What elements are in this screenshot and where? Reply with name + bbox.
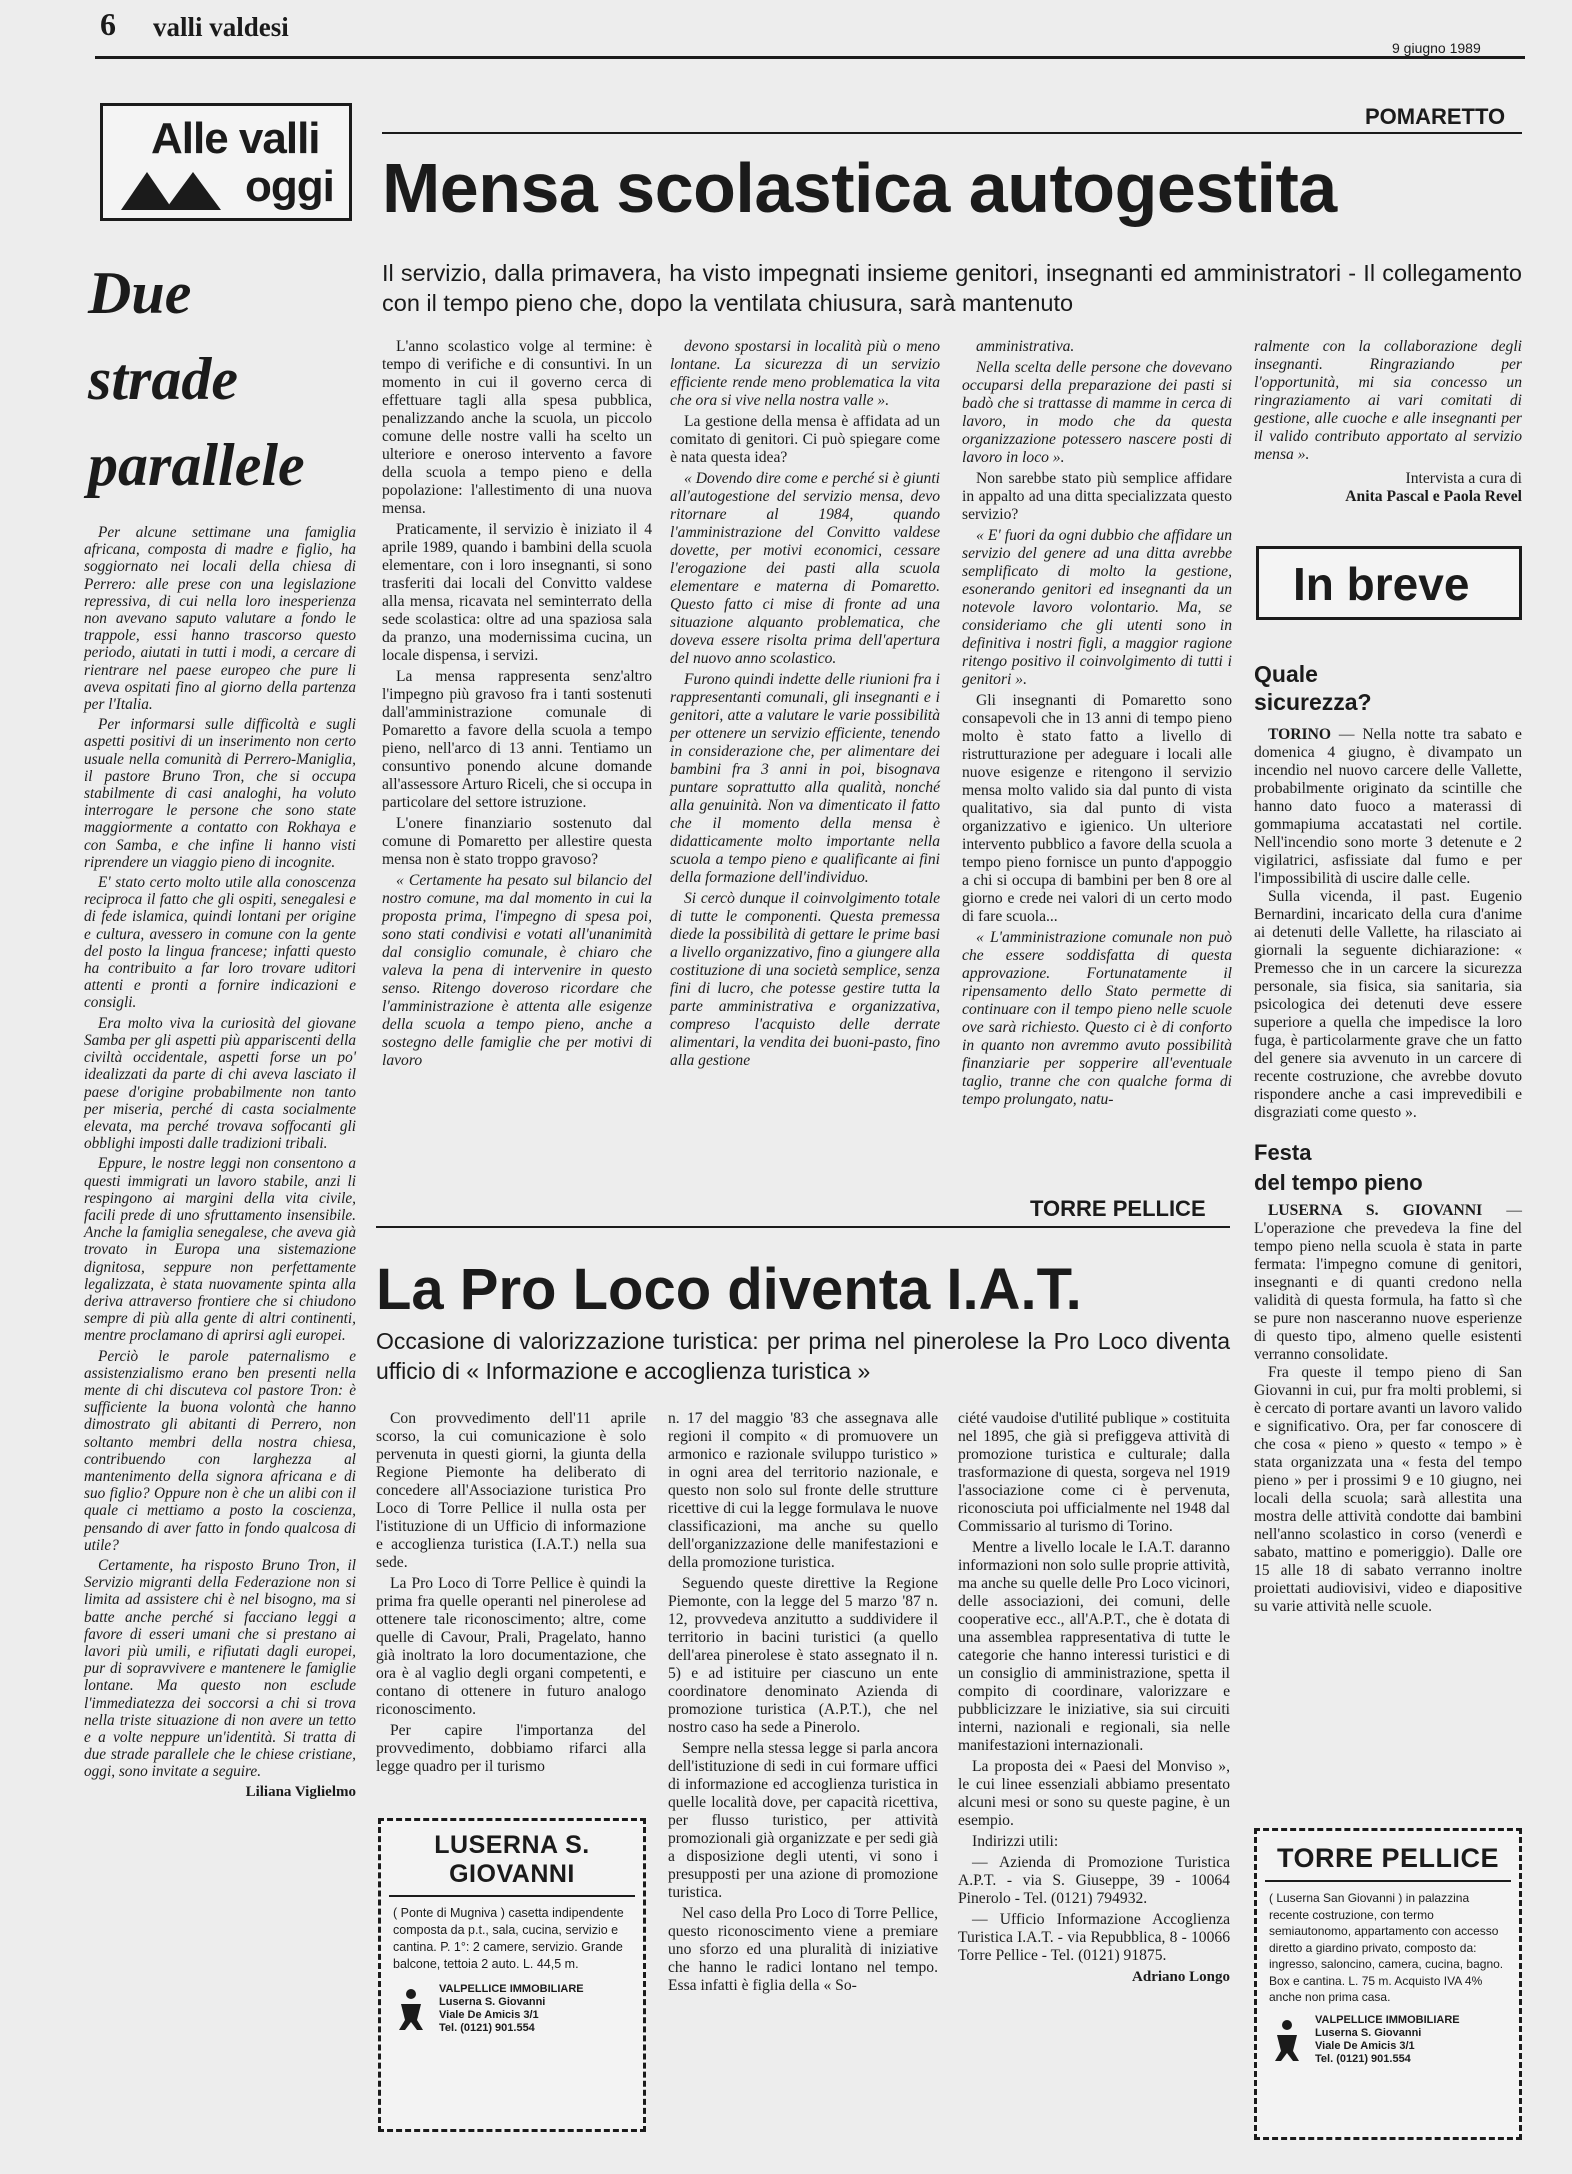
ad-torre-text: ( Luserna San Giovanni ) in palazzina recente costruzione, con termo semiautonomo, appartamento con accesso diretto a giardino privato, composto da: ingresso, saloncino, camera, cucina, bagno. Box e cantina. L. 75 m. Acquisto IVA 4% anche non prima casa. bbox=[1269, 1891, 1504, 2004]
paragraph: La proposta dei « Paesi del Monviso », le cui linee essenziali abbiamo presentato alcuni mesi or sono su queste pagine, è un esempio. bbox=[958, 1758, 1230, 1829]
in-breve-item1-title: Quale sicurezza? bbox=[1254, 661, 1372, 715]
paragraph: « Dovendo dire come e perché si è giunti all'autogestione del servizio mensa, devo ritornare al 1984, quando l'amministrazione del Convitto valdese dovette, per motivi economici, cessare l'erogazione dei pasti alla scuola elementare e materna di Pomaretto. Questo fatto ci mise di fronte ad una situazione alquanto problematica, che doveva essere risolta prima dell'apertura del nuovo anno scolastico. bbox=[670, 470, 940, 667]
paragraph: Perciò le parole paternalismo e assistenzialismo erano ben presenti nella mente di chi discuteva col pastore Tron: è sufficiente la buona volontà che hanno dimostrato gli abitanti di Perrero, non soltanto membri della nostra chiesa, contribuendo con larghezza al mantenimento della signora africana e di suo figlio? Oppure non è che un alibi con il quale ci mettiamo a posto la coscienza, pensando di aver fatto in fondo qualcosa di utile? bbox=[84, 1347, 356, 1554]
mensa-col2 bbox=[670, 338, 940, 1073]
paragraph: Per alcune settimane una famiglia africana, composta di madre e figlio, ha soggiornato nei locali della chiesa di Perrero: alle prese con una legislazione repressiva, di cui nella loro inesperienza non avevano saputo valutare a fondo le trappole, essi hanno trascorso questo periodo, aiutati in tutti i modi, a cercare di rientrare nel paese europeo che pure li aveva ospitati fino al giorno della partenza per l'Italia. bbox=[84, 524, 356, 714]
issue-date: 9 giugno 1989 bbox=[1392, 40, 1481, 56]
proloco-section-rule bbox=[376, 1226, 1230, 1228]
paragraph: Fra queste il tempo pieno di San Giovanni in cui, pur fra molti problemi, si è cercato di portare avanti un lavoro valido e significativo. Ora, per far conoscere di che cosa « pieno » questo « tempo » è stata organizzata una « festa del tempo pieno » per i prossimi 9 e 10 giugno, nei locali della scuola; sarà allestita una mostra delle attività condotte dai bambini nell'anno scolastico in corso (venerdì e sabato, mattino e pomeriggio). Dalle ore 15 alle 18 di sabato verranno inoltre proiettati audiovisivi, video e diapositive su varie attività nelle scuole. bbox=[1254, 1364, 1523, 1615]
left-article-title-line2: strade bbox=[88, 346, 238, 412]
publication-name: valli valdesi bbox=[153, 12, 289, 42]
mountains-icon bbox=[121, 170, 225, 210]
proloco-headline: La Pro Loco diventa I.A.T. bbox=[376, 1257, 1082, 1322]
paragraph: ciété vaudoise d'utilité publique » costituita nel 1895, che già si prefiggeva attività di promozione turistica e culturale; dalla trasformazione di questa, sorgeva nel 1919 l'associazione come ci è pervenuta, riconosciuta poi ufficialmente nel 1948 dal Commissario al turismo di Torino. bbox=[958, 1410, 1230, 1535]
mensa-section-label: POMARETTO bbox=[1365, 104, 1506, 129]
paragraph: La Pro Loco di Torre Pellice è quindi la prima fra quelle operanti nel pinerolese ad ottenere tale riconoscimento; altre, come quelle di Cavour, Prali, Pragelato, hanno già inoltrato la loro documentazione, che ora è al vaglio degli organi competenti, e contano di ottenere in futuro analogo riconoscimento. bbox=[376, 1575, 646, 1718]
paragraph: amministrativa. bbox=[976, 338, 1075, 355]
in-breve-item2-text: — L'operazione che prevedeva la fine del tempo pieno nella scuola è stata in parte fermata: l'impegno comune di genitori, insegnanti e di quanti credono nella validità di questa formula, ha fatto sì che se pure non nasceranno nuove esperienze di questo tipo, almeno quelle esistenti verranno consolidate. bbox=[1254, 1202, 1522, 1363]
agency-logo-icon bbox=[1269, 2017, 1305, 2063]
paragraph: Gli insegnanti di Pomaretto sono consapevoli che in 13 anni di tempo pieno molto è stato fatto a livello di ristrutturazione per adeguare i locali alle nuove esigenze e ritengono il servizio mensa molto valido sia dal punto di vista qualitativo, sia dal punto di vista organizzativo e igienico. Un ulteriore intervento pubblico a favore della scuola a tempo pieno fornisce un punto d'appoggio a chi si occupa di bambini per ben 8 ore al giorno e crede nei valori di un certo modo di fare scuola... bbox=[962, 692, 1232, 925]
paragraph: Nel caso della Pro Loco di Torre Pellice, questo riconoscimento viene a premiare uno sforzo ed una pluralità di iniziative che hanno le radici lontano nel tempo. Essa infatti è figlia della « So- bbox=[668, 1905, 938, 1994]
in-breve-item1-body bbox=[1254, 726, 1522, 1122]
in-breve-box bbox=[1256, 546, 1522, 620]
ad-torre-agency-name: VALPELLICE IMMOBILIARE bbox=[1315, 2013, 1460, 2026]
paragraph: La gestione della mensa è affidata ad un comitato di genitori. Ci può spiegare come è nata questa idea? bbox=[670, 413, 940, 466]
mensa-section-rule bbox=[382, 132, 1522, 134]
paragraph: Sulla vicenda, il past. Eugenio Bernardini, incaricato della cura d'anime ai detenuti delle Vallette, ha rilasciato ai giornali la seguente dichiarazione: « Premesso che in un carcere la sicurezza personale, sia fisica, sia sanitaria, sia psicologica dei detenuti deve essere superiore a quella che impedisce la loro fuga, è particolarmente grave che un fatto del genere sia avvenuto in un carcere di recente costruzione, che avrebbe dovuto rispondere anche a casi imprevedibili e disgraziati come questo ». bbox=[1254, 888, 1522, 1121]
ad-luserna-agency-line4: Tel. (0121) 901.554 bbox=[439, 2022, 535, 2034]
paragraph: Indirizzi utili: bbox=[972, 1833, 1059, 1850]
column-logo-line2: oggi bbox=[245, 162, 334, 211]
ad-luserna-agency-lines bbox=[439, 1983, 584, 2035]
ad-torre-agency-line3: Viale De Amicis 3/1 bbox=[1315, 2039, 1415, 2052]
paragraph: Con provvedimento dell'11 aprile scorso, la cui comunicazione è solo pervenuta in questi giorni, la giunta della Regione Piemonte ha deliberato di concedere all'Associazione turistica Pro Loco di Torre Pellice il nulla osta per l'istituzione di un Ufficio di informazione e accoglienza turistica (I.A.T.) nella sua sede. bbox=[376, 1410, 646, 1571]
paragraph: Non sarebbe stato più semplice affidare in appalto ad una ditta specializzata questo servizio? bbox=[962, 470, 1232, 523]
mensa-col4 bbox=[1254, 338, 1522, 506]
ad-luserna-agency bbox=[381, 1973, 643, 2035]
paragraph: « Certamente ha pesato sul bilancio del nostro comune, ma dal momento in cui la proposta prima, l'impegno di spesa poi, sono stati condivisi e votati all'unanimità dal consiglio comunale, è chiaro che valeva la pena di intervenire in questo senso. Ritengo doveroso ricordare che l'amministrazione è attenta alle esigenze della scuola a tempo pieno, anche a sostegno delle famiglie che per motivi di lavoro bbox=[382, 872, 652, 1069]
proloco-col3 bbox=[958, 1410, 1230, 1986]
paragraph: « L'amministrazione comunale non può che essere soddisfatta di questa approvazione. Fortunatamente il ripensamento dello Stato permette di continuare con il tempo pieno nelle scuole ove sarà richiesto. Questo ci è di conforto in quanto non avremmo avuto possibilità finanziarie per sopperire all'eventuale taglio, tranne che con qualche forma di tempo prolungato, natu- bbox=[962, 929, 1232, 1108]
paragraph: Seguendo queste direttive la Regione Piemonte, con la legge del 5 marzo '87 n. 12, provvedeva anzitutto a suddividere il territorio in bacini turistici (a quello dell'area pinerolese è stato assegnato il n. 5) e ad istituire per ciascuno un ente coordinatore denominato Azienda di promozione turistica (A.P.T.), che nel nostro caso ha sede a Pinerolo. bbox=[668, 1575, 938, 1736]
proloco-subheadline: Occasione di valorizzazione turistica: per prima nel pinerolese la Pro Loco diventa ufficio di « Informazione e accoglienza turistica » bbox=[376, 1328, 1230, 1384]
left-article bbox=[84, 250, 356, 1801]
mensa-signature-prefix: Intervista a cura di bbox=[1405, 470, 1522, 487]
paragraph: Nella scelta delle persone che dovevano occuparsi della preparazione dei pasti si badò che si trattasse di mamme in cerca di lavoro, in modo che da questa organizzazione potessero nascere posti di lavoro in loco ». bbox=[962, 359, 1232, 466]
paragraph: Per informarsi sulle difficoltà e sugli aspetti positivi di un inserimento non certo usuale nella comunità di Perrero-Maniglia, il pastore Bruno Tron, che si occupa stabilmente di casi analoghi, ha voluto interrogare le persone che sono state maggiormente a contatto con Rokhaya e con Samba, e che infine li hanno visti riprendere un viaggio pieno di incognite. bbox=[84, 716, 356, 871]
left-article-signature: Liliana Viglielmo bbox=[245, 1783, 356, 1800]
in-breve-item2-title-line2: del tempo pieno bbox=[1254, 1170, 1423, 1195]
paragraph: ralmente con la collaborazione degli insegnanti. Ringraziando per l'opportunità, mi sia concesso un ringraziamento ai vari comitati di gestione, alle cuoche e alle insegnanti per il valido contributo apportato al servizio mensa ». bbox=[1254, 338, 1522, 463]
in-breve-content bbox=[1254, 660, 1522, 1619]
paragraph: Si cercò dunque il coinvolgimento totale di tutte le componenti. Questa premessa diede la possibilità di gettare le prime basi a livello organizzativo, fino a giungere alla costituzione di una società semplice, senza fini di lucro, che potesse gestire tutta la parte amministrativa e organizzativa, compreso l'acquisto delle derrate alimentari, la vendita dei buoni-pasto, fino alla gestione bbox=[670, 890, 940, 1069]
left-article-title-line3: parallele bbox=[88, 432, 305, 498]
paragraph: — Azienda di Promozione Turistica A.P.T. - via S. Giuseppe, 39 - 10064 Pinerolo - Tel. (0121) 794932. bbox=[958, 1854, 1230, 1907]
ad-luserna-agency-line2: Luserna S. Giovanni bbox=[439, 1996, 546, 2008]
paragraph: Mentre a livello locale le I.A.T. daranno informazioni non solo sulle proprie attività, ma anche su quelle delle Pro Loco vicinori, delle associazioni, dei comuni, delle cooperative ecc., all'A.P.T., che è dotata di una assemblea rappresentativa di tutte le categorie che hanno interessi turistici e di un consiglio di amministrazione, spetta il compito di coordinare, valorizzare e pubblicizzare le iniziative, sia sui circuiti interni, nazionali e regionali, sia nelle manifestazioni internazionali. bbox=[958, 1539, 1230, 1754]
paragraph: L'anno scolastico volge al termine: è tempo di verifiche e di consuntivi. In un momento in cui il governo cerca di effettuare tagli alla spesa pubblica, penalizzando anche la scuola, un piccolo comune delle nostre valli ha scelto un ulteriore e oneroso intervento a favore della scuola a tempo pieno e della popolazione: l'allestimento di una nuova mensa. bbox=[382, 338, 652, 517]
in-breve-item1-place: TORINO bbox=[1268, 726, 1331, 743]
paragraph bbox=[1254, 1202, 1522, 1364]
proloco-col1 bbox=[376, 1410, 646, 1779]
paragraph: E' stato certo molto utile alla conoscenza reciproca il fatto che gli ospiti, senegalesi e di fede islamica, quindi lontani per origine e cultura, avessero in comune con la gente del posto la lingua francese; infatti questo ha contribuito a far loro trovare uditori attenti e pronti a fornire indicazioni e consigli. bbox=[84, 874, 356, 1012]
paragraph: L'onere finanziario sostenuto dal comune di Pomaretto per allestire questa mensa non è stato troppo gravoso? bbox=[382, 815, 652, 868]
mensa-col1 bbox=[382, 338, 652, 1073]
in-breve-item2-body bbox=[1254, 1202, 1522, 1616]
paragraph: Furono quindi indette delle riunioni fra i rappresentanti comunali, gli insegnanti e i genitori, atte a valutare le varie possibilità per ottenere un servizio efficiente, tenendo in considerazione che, per alimentare dei bambini fra 3 anni in poi, bisognava puntare soprattutto alla qualità, nonché alla genuinità. Non va dimenticato il fatto che il momento della mensa è didatticamente molto importante nella scuola a tempo pieno e qualificante ai fini della formazione dell'individuo. bbox=[670, 671, 940, 886]
paragraph: Per capire l'importanza del provvedimento, dobbiamo rifarci alla legge quadro per il turismo bbox=[376, 1722, 646, 1775]
in-breve-item2-title-line1: Festa bbox=[1254, 1140, 1312, 1165]
ad-torre-agency-lines bbox=[1315, 2014, 1460, 2066]
in-breve-item2-place: LUSERNA S. GIOVANNI bbox=[1268, 1202, 1483, 1219]
ad-luserna-text: ( Ponte di Mugniva ) casetta indipendente composta da p.t., sala, cucina, servizio e cantina. P. 1°: 2 camere, servizio. Grande balcone, tettoia 2 auto. L. 44,5 m. bbox=[393, 1906, 624, 1971]
in-breve-item2-title bbox=[1254, 1138, 1522, 1198]
mensa-signature: Anita Pascal e Paola Revel bbox=[1345, 488, 1522, 505]
paragraph: Certamente, ha risposto Bruno Tron, il Servizio migranti della Federazione non si limita ad assistere chi è nel bisogno, ma si batte anche perché si facciano leggi a favore di esseri umani che si prestano ai lavori più umili, e rifiutati dagli europei, pur di sopravvivere e mantenere le famiglie lontane. Ma questo non esclude l'immediatezza dei soccorsi a chi si trova nella triste situazione di non avere un tetto e a volte neppure un'identità. Si tratta di due strade parallele che le chiese cristiane, oggi, sono invitate a seguire. bbox=[84, 1556, 356, 1781]
left-article-body bbox=[84, 524, 356, 1781]
ad-torre-agency bbox=[1257, 2006, 1519, 2066]
column-logo bbox=[100, 103, 352, 221]
mensa-subheadline: Il servizio, dalla primavera, ha visto impegnati insieme genitori, insegnanti ed amministratori - Il collegamento con il tempo pieno che, dopo la ventilata chiusura, sarà mantenuto bbox=[382, 260, 1522, 316]
ad-torre bbox=[1254, 1828, 1522, 2140]
paragraph: Era molto viva la curiosità del giovane Samba per gli aspetti più appariscenti della civiltà occidentale, aspetti forse un po' idealizzati da parte di chi aveva lasciato il paese d'origine probabilmente non tanto per miseria, perché di casta socialmente elevata, ma perché trovava soffocanti gli obblighi imposti dalle tradizioni tribali. bbox=[84, 1014, 356, 1153]
paragraph: Eppure, le nostre leggi non consentono a questi immigrati un lavoro stabile, anzi li respingono ai margini della vita civile, facili prede di uno sfruttamento insensibile. Anche la famiglia senegalese, che aveva già trovato in Europa una sistemazione dignitosa, seppure non perfettamente legalizzata, è stata nuovamente spinta alla deriva attraverso frontiere che si chiudono sempre di più alla gente di altri continenti, mentre proclamano di aprirsi agli europei. bbox=[84, 1155, 356, 1345]
in-breve-item1-text: — Nella notte tra sabato e domenica 4 giugno, è divampato un incendio nel nuovo carcere delle Vallette, probabilmente originato da scintille che hanno dato fuoco a materassi di gommapiuma accatastati nel cortile. Nell'incendio sono morte 3 detenute e 2 vigilatrici, asfissiate dal fumo e per l'impossibilità di uscire dalle celle. bbox=[1254, 726, 1522, 887]
paragraph: Sempre nella stessa legge si parla ancora dell'istituzione di sedi in cui formare uffici di informazione ed accoglienza turistica in quelle località dove, per capacità ricettiva, per flusso turistico, per attività promozionali già organizzate e per sedi già a disposizione degli utenti, vi sono i presupposti per una azione di promozione turistica. bbox=[668, 1740, 938, 1901]
paragraph: n. 17 del maggio '83 che assegnava alle regioni il compito « di promuovere un armonico e razionale sviluppo turistico » in ogni area del territorio nazionale, e questo non solo sul fronte delle strutture ricettive di cui la legge formulava le nuove classificazioni, ma anche su quello dell'organizzazione delle manifestazioni e della promozione turistica. bbox=[668, 1410, 938, 1571]
ad-torre-agency-line2: Luserna S. Giovanni bbox=[1315, 2026, 1422, 2039]
proloco-col2 bbox=[668, 1410, 938, 1998]
column-logo-line1: Alle valli bbox=[151, 114, 320, 163]
ad-luserna bbox=[378, 1818, 646, 2132]
header-rule bbox=[95, 56, 1525, 59]
proloco-section-label: TORRE PELLICE bbox=[1030, 1196, 1206, 1221]
paragraph: Praticamente, il servizio è iniziato il 4 aprile 1989, quando i bambini della scuola elementare, con i loro insegnanti, si sono trasferiti dai locali del Convitto valdese alla mensa, ricavata nel seminterrato della sede scolastica: oltre ad una spaziosa sala da pranzo, una modernissima cucina, un locale dispensa, i servizi. bbox=[382, 521, 652, 664]
paragraph: La mensa rappresenta senz'altro l'impegno più gravoso fra i tanti sostenuti dall'amministrazione comunale di Pomaretto a favore della scuola a tempo pieno, nell'arco di 13 anni. Tentiamo un consuntivo ponendo alcune domande all'assessore Arturo Riceli, che si occupa in particolare del settore istruzione. bbox=[382, 668, 652, 811]
paragraph: devono spostarsi in località più o meno lontane. La sicurezza di un servizio efficiente rende meno problematica la vita che ora si vive nella nostra valle ». bbox=[670, 338, 940, 409]
agency-logo-icon bbox=[393, 1986, 429, 2032]
left-article-title-line1: Due bbox=[88, 260, 192, 326]
mensa-col3 bbox=[962, 338, 1232, 1112]
page-number: 6 bbox=[100, 6, 116, 42]
paragraph bbox=[1254, 726, 1522, 888]
ad-torre-title: TORRE PELLICE bbox=[1265, 1843, 1511, 1882]
paragraph: « E' fuori da ogni dubbio che affidare un servizio del genere ad una ditta avrebbe semplificato di molto la gestione, esonerando genitori ed insegnanti da un notevole lavoro volontario. Ma, se consideriamo che gli utenti sono in definitiva i nostri figli, a maggior ragione ritengo positivo il coinvolgimento di tutti i genitori ». bbox=[962, 527, 1232, 688]
left-article-title bbox=[84, 250, 356, 508]
ad-luserna-title: LUSERNA S. GIOVANNI bbox=[389, 1831, 635, 1897]
proloco-signature: Adriano Longo bbox=[1132, 1969, 1230, 1985]
in-breve-title: In breve bbox=[1293, 558, 1470, 610]
mensa-headline: Mensa scolastica autogestita bbox=[382, 149, 1337, 227]
ad-torre-agency-line4: Tel. (0121) 901.554 bbox=[1315, 2052, 1411, 2065]
ad-luserna-agency-line3: Viale De Amicis 3/1 bbox=[439, 2009, 539, 2021]
paragraph: — Ufficio Informazione Accoglienza Turistica I.A.T. - via Repubblica, 8 - 10066 Torre Pellice - Tel. (0121) 91875. bbox=[958, 1911, 1230, 1964]
ad-luserna-agency-name: VALPELLICE IMMOBILIARE bbox=[439, 1983, 584, 1995]
